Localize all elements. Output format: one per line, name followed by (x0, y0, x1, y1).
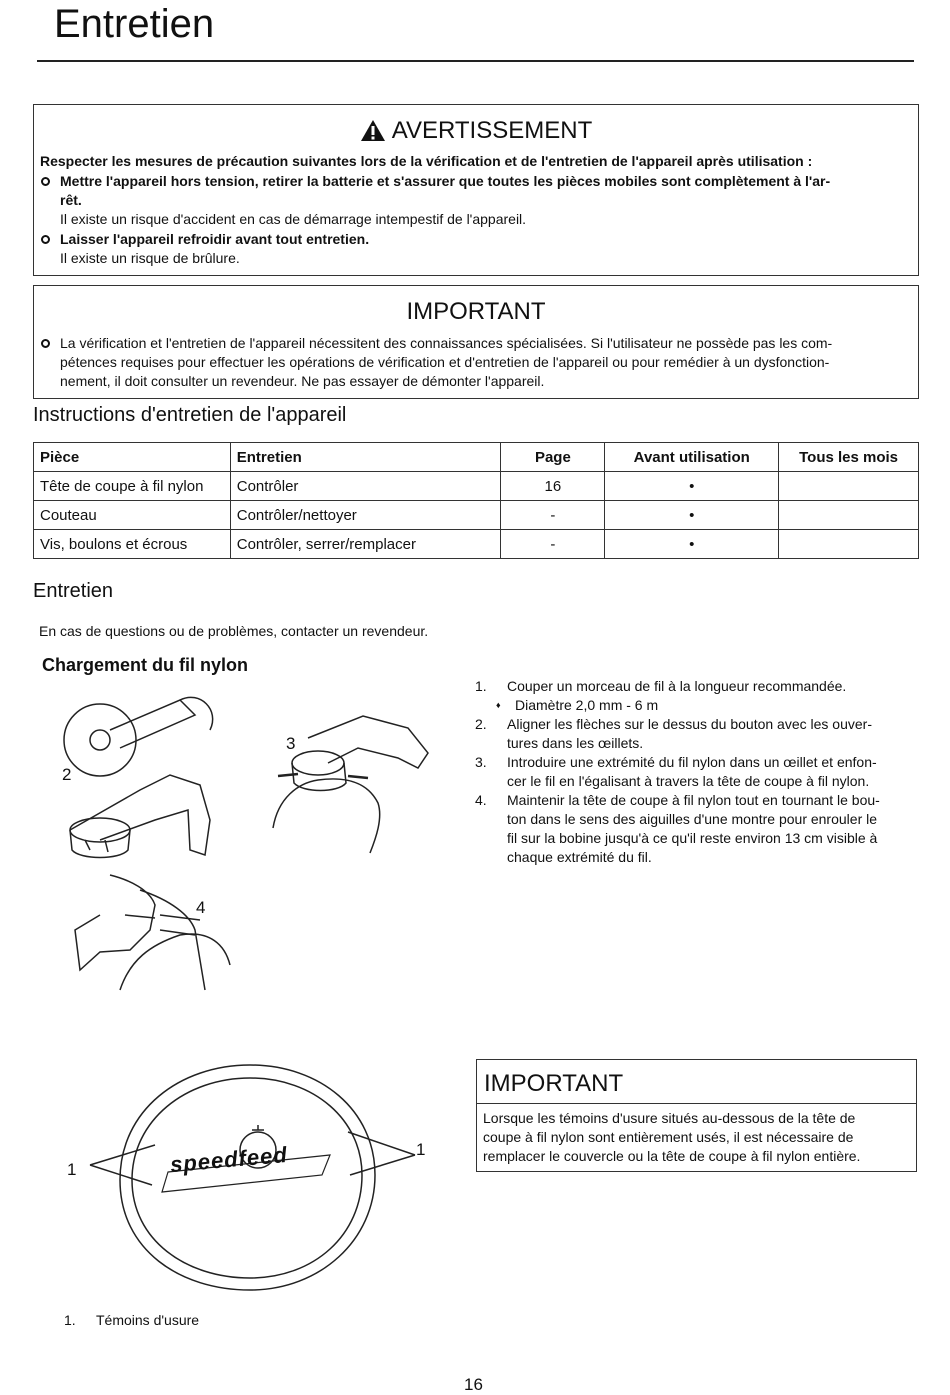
page-number: 16 (464, 1375, 483, 1394)
table-header: Avant utilisation (605, 443, 779, 472)
step-text: Couper un morceau de fil à la longueur recommandée. (507, 678, 847, 694)
step-text: fil sur la bobine jusqu'à ce qu'il reste environ 13 cm visible à (507, 830, 878, 846)
instructions-heading: Instructions d'entretien de l'appareil (33, 404, 347, 426)
important2-line: remplacer le couvercle ou la tête de coupe à fil nylon entière. (483, 1148, 861, 1164)
table-cell: • (605, 472, 779, 501)
warning-item-1: Mettre l'appareil hors tension, retirer la batterie et s'assurer que toutes les pièces mobiles sont complètement à l'ar- (60, 173, 831, 189)
important-heading: IMPORTANT (406, 298, 546, 325)
spool-cover-illustration (60, 1050, 440, 1300)
step-text: chaque extrémité du fil. (507, 849, 652, 865)
spool-threading-illustration (258, 708, 438, 858)
table-row (34, 472, 919, 501)
step-subitem: Diamètre 2,0 mm - 6 m (515, 697, 659, 713)
table-cell: Tête de coupe à fil nylon (34, 472, 231, 501)
legend-text: Témoins d'usure (96, 1312, 200, 1328)
table-header-row (34, 443, 919, 472)
table-cell: - (501, 530, 605, 559)
warning-item-2-note: Il existe un risque de brûlure. (60, 250, 240, 266)
important-line-3: nement, il doit consulter un revendeur. Ne pas essayer de démonter l'appareil. (60, 373, 545, 389)
figure-label: 2 (62, 765, 72, 784)
warning-item-1-note: Il existe un risque d'accident en cas de démarrage intempestif de l'appareil. (60, 211, 527, 227)
entretien-text: En cas de questions ou de problèmes, contacter un revendeur. (39, 623, 429, 639)
page-title: Entretien (54, 2, 215, 46)
table-header: Page (501, 443, 605, 472)
table-cell: • (605, 530, 779, 559)
bullet-icon (41, 177, 50, 186)
table-cell (779, 530, 919, 559)
legend-number: 1. (64, 1312, 76, 1328)
important-heading-2: IMPORTANT (477, 1060, 916, 1104)
step-text: ton dans le sens des aiguilles d'une montre pour enrouler le (507, 811, 878, 827)
table-cell (779, 501, 919, 530)
speedfeed-logo: speedfeed (169, 1141, 289, 1178)
warning-item-2: Laisser l'appareil refroidir avant tout entretien. (60, 231, 370, 247)
maintenance-table (33, 442, 919, 559)
table-header: Pièce (34, 443, 231, 472)
important-line-1: La vérification et l'entretien de l'appareil nécessitent des connaissances spécialisées. Si l'utilisateur ne possède pas les com- (60, 335, 833, 351)
table-cell: Contrôler/nettoyer (230, 501, 501, 530)
table-header: Entretien (230, 443, 501, 472)
step-text: Introduire une extrémité du fil nylon dans un œillet et enfon- (507, 754, 877, 770)
step-number: 2. (475, 716, 487, 732)
table-cell: Contrôler, serrer/remplacer (230, 530, 501, 559)
important-box-2 (476, 1059, 917, 1172)
chargement-heading: Chargement du fil nylon (42, 655, 249, 675)
warning-intro: Respecter les mesures de précaution suivantes lors de la vérification et de l'entretien de l'appareil après utilisation : (40, 153, 813, 169)
figure-label: 4 (196, 898, 206, 917)
table-cell: • (605, 501, 779, 530)
warning-triangle-icon (360, 119, 386, 142)
important-box (33, 285, 919, 399)
table-header: Tous les mois (779, 443, 919, 472)
important2-line: coupe à fil nylon sont entièrement usés, il est nécessaire de (483, 1129, 854, 1145)
table-cell (779, 472, 919, 501)
step-text: Aligner les flèches sur le dessus du bouton avec les ouver- (507, 716, 872, 732)
important-line-2: pétences requises pour effectuer les opérations de vérification et d'entretien de l'appareil ou pour remédier à un dysfonction- (60, 354, 830, 370)
table-row (34, 501, 919, 530)
table-cell: - (501, 501, 605, 530)
step-text: Maintenir la tête de coupe à fil nylon tout en tournant le bou- (507, 792, 880, 808)
table-cell: Vis, boulons et écrous (34, 530, 231, 559)
step-number: 4. (475, 792, 487, 808)
figure-label: 3 (286, 734, 296, 753)
table-cell: Couteau (34, 501, 231, 530)
important2-line: Lorsque les témoins d'usure situés au-dessous de la tête de (483, 1110, 856, 1126)
warning-heading-text: AVERTISSEMENT (391, 117, 593, 144)
title-divider (37, 60, 914, 62)
table-cell: 16 (501, 472, 605, 501)
callout-label: 1 (67, 1160, 77, 1179)
table-row (34, 530, 919, 559)
table-cell: Contrôler (230, 472, 501, 501)
entretien-heading: Entretien (33, 580, 114, 602)
warning-box (33, 104, 919, 276)
warning-item-1-cont: rêt. (60, 192, 82, 208)
callout-label: 1 (416, 1140, 426, 1159)
step-number: 1. (475, 678, 487, 694)
step-text: cer le fil en l'égalisant à travers la tête de coupe à fil nylon. (507, 773, 870, 789)
step-number: 3. (475, 754, 487, 770)
bullet-icon (41, 339, 50, 348)
bullet-icon (41, 235, 50, 244)
trimmer-head-illustration (60, 690, 260, 1010)
warning-heading (34, 117, 918, 145)
step-text: tures dans les œillets. (507, 735, 644, 751)
diamond-bullet-icon: ♦ (496, 700, 501, 710)
